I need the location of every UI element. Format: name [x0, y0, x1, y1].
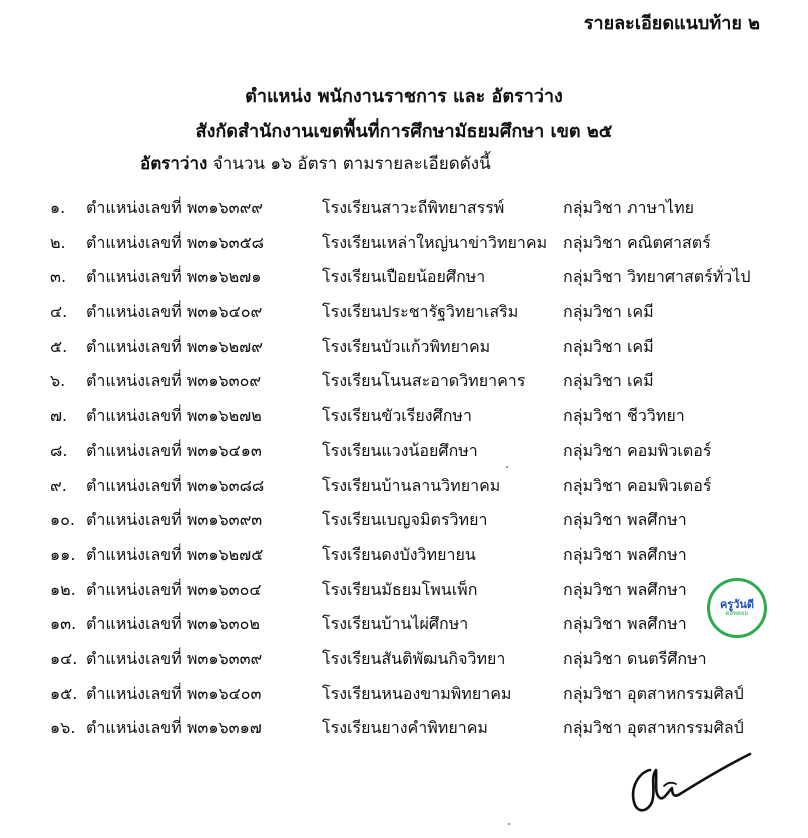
subject-group: กลุ่มวิชา วิทยาศาสตร์ทั่วไป — [563, 267, 751, 287]
school-name: โรงเรียนโนนสะอาดวิทยาคาร — [322, 371, 526, 391]
vacancy-label: อัตราว่าง — [140, 154, 208, 174]
position-row — [0, 331, 808, 366]
position-id: ตำแหน่งเลขที่ พ๓๑๖๔๑๓ — [86, 440, 262, 460]
position-number: ๖. — [50, 371, 66, 391]
subject-group: กลุ่มวิชา คอมพิวเตอร์ — [563, 440, 712, 460]
position-row — [0, 504, 808, 539]
subject-group: กลุ่มวิชา คณิตศาสตร์ — [563, 232, 711, 252]
position-number: ๕. — [50, 336, 68, 356]
position-id: ตำแหน่งเลขที่ พ๓๑๖๓๘๘ — [86, 475, 265, 495]
school-name: โรงเรียนสาวะถีพิทยาสรรพ์ — [322, 198, 505, 217]
position-id: ตำแหน่งเลขที่ พ๓๑๖๓๐๒ — [86, 614, 260, 634]
school-name: โรงเรียนประชารัฐวิทยาเสริม — [322, 302, 519, 322]
subject-group: กลุ่มวิชา พลศึกษา — [563, 579, 687, 599]
subject-group: กลุ่มวิชา ภาษาไทย — [563, 198, 694, 217]
school-name: โรงเรียนขัวเรียงศึกษา — [322, 406, 472, 426]
position-id: ตำแหน่งเลขที่ พ๓๑๖๒๗๙ — [86, 336, 263, 356]
position-number: ๙. — [50, 475, 67, 495]
vacancy-summary — [140, 150, 491, 177]
subject-group: กลุ่มวิชา ชีววิทยา — [563, 406, 685, 426]
position-id: ตำแหน่งเลขที่ พ๓๑๖๓๙๙ — [86, 198, 263, 217]
position-number: ๗. — [50, 406, 68, 426]
school-name: โรงเรียนสันติพัฒนกิจวิทยา — [322, 648, 506, 668]
position-number: ๑๓. — [50, 614, 77, 634]
position-number: ๑. — [50, 198, 66, 217]
position-number: ๔. — [50, 302, 68, 322]
subject-group: กลุ่มวิชา พลศึกษา — [563, 614, 687, 634]
position-row — [0, 261, 808, 296]
position-number: ๓. — [50, 267, 67, 287]
school-name: โรงเรียนเหล่าใหญ่นาข่าวิทยาคม — [322, 232, 548, 252]
subject-group: กลุ่มวิชา เคมี — [563, 302, 654, 322]
subject-group: กลุ่มวิชา พลศึกษา — [563, 510, 687, 530]
subject-group: กลุ่มวิชา ดนตรีศึกษา — [563, 648, 707, 668]
position-row — [0, 470, 808, 505]
position-row — [0, 192, 808, 227]
position-list — [0, 192, 808, 747]
position-id: ตำแหน่งเลขที่ พ๓๑๖๓๑๗ — [86, 718, 262, 738]
annex-label: รายละเอียดแนบท้าย ๒ — [583, 13, 760, 34]
position-id: ตำแหน่งเลขที่ พ๓๑๖๔๐๓ — [86, 683, 262, 703]
position-number: ๑๒. — [50, 579, 76, 599]
school-name: โรงเรียนเบญจมิตรวิทยา — [322, 510, 488, 530]
school-name: โรงเรียนมัธยมโพนเพ็ก — [322, 579, 478, 599]
school-name: โรงเรียนดงบังวิทยายน — [322, 544, 476, 564]
position-row — [0, 608, 808, 643]
position-number: ๒. — [50, 232, 66, 252]
position-row — [0, 712, 808, 747]
position-row — [0, 643, 808, 678]
position-id: ตำแหน่งเลขที่ พ๓๑๖๓๐๔ — [86, 579, 262, 599]
position-number: ๑๐. — [50, 510, 76, 530]
position-row — [0, 435, 808, 470]
school-name: โรงเรียนเปือยน้อยศึกษา — [322, 267, 486, 287]
vacancy-text: จำนวน ๑๖ อัตรา ตามรายละเอียดดังนี้ — [207, 154, 491, 174]
watermark-logo-text: ครูวันดี — [719, 597, 755, 611]
position-id: ตำแหน่งเลขที่ พ๓๑๖๓๙๓ — [86, 510, 263, 530]
position-id: ตำแหน่งเลขที่ พ๓๑๖๔๐๙ — [86, 302, 263, 322]
scan-speck — [506, 466, 508, 468]
position-id: ตำแหน่งเลขที่ พ๓๑๖๒๗๒ — [86, 406, 262, 426]
subject-group: กลุ่มวิชา เคมี — [563, 336, 654, 356]
position-id: ตำแหน่งเลขที่ พ๓๑๖๓๕๘ — [86, 232, 265, 252]
position-row — [0, 400, 808, 435]
school-name: โรงเรียนบัวแก้วพิทยาคม — [322, 336, 491, 356]
subject-group: กลุ่มวิชา อุตสาหกรรมศิลป์ — [563, 683, 744, 703]
school-name: โรงเรียนหนองขามพิทยาคม — [322, 683, 512, 703]
position-id: ตำแหน่งเลขที่ พ๓๑๖๓๓๙ — [86, 648, 263, 668]
document-subtitle: สังกัดสำนักงานเขตพื้นที่การศึกษามัธยมศึกษา เขต ๒๕ — [195, 121, 613, 142]
watermark-logo-subtext: ดอทคอม — [725, 609, 749, 617]
school-name: โรงเรียนบ้านลานวิทยาคม — [322, 475, 501, 495]
subject-group: กลุ่มวิชา อุตสาหกรรมศิลป์ — [563, 718, 744, 738]
scan-speck — [508, 823, 510, 825]
school-name: โรงเรียนแวงน้อยศึกษา — [322, 440, 478, 460]
subject-group: กลุ่มวิชา เคมี — [563, 371, 654, 391]
position-number: ๑๖. — [50, 718, 76, 738]
school-name: โรงเรียนบ้านไผ่ศึกษา — [322, 614, 469, 634]
position-number: ๑๕. — [50, 683, 78, 703]
position-row — [0, 296, 808, 331]
position-id: ตำแหน่งเลขที่ พ๓๑๖๒๗๑ — [86, 267, 262, 287]
watermark-logo — [707, 578, 767, 638]
position-row — [0, 539, 808, 574]
school-name: โรงเรียนยางคำพิทยาคม — [322, 718, 488, 738]
subject-group: กลุ่มวิชา พลศึกษา — [563, 544, 687, 564]
document-title: ตำแหน่ง พนักงานราชการ และ อัตราว่าง — [245, 86, 563, 107]
position-row — [0, 227, 808, 262]
position-number: ๑๔. — [50, 648, 78, 668]
position-id: ตำแหน่งเลขที่ พ๓๑๖๒๗๕ — [86, 544, 264, 564]
position-row — [0, 574, 808, 609]
position-number: ๑๑. — [50, 544, 76, 564]
position-id: ตำแหน่งเลขที่ พ๓๑๖๓๐๙ — [86, 371, 262, 391]
position-number: ๘. — [50, 440, 68, 460]
subject-group: กลุ่มวิชา คอมพิวเตอร์ — [563, 475, 712, 495]
position-row — [0, 678, 808, 713]
signature-icon — [626, 752, 754, 818]
position-row — [0, 365, 808, 400]
